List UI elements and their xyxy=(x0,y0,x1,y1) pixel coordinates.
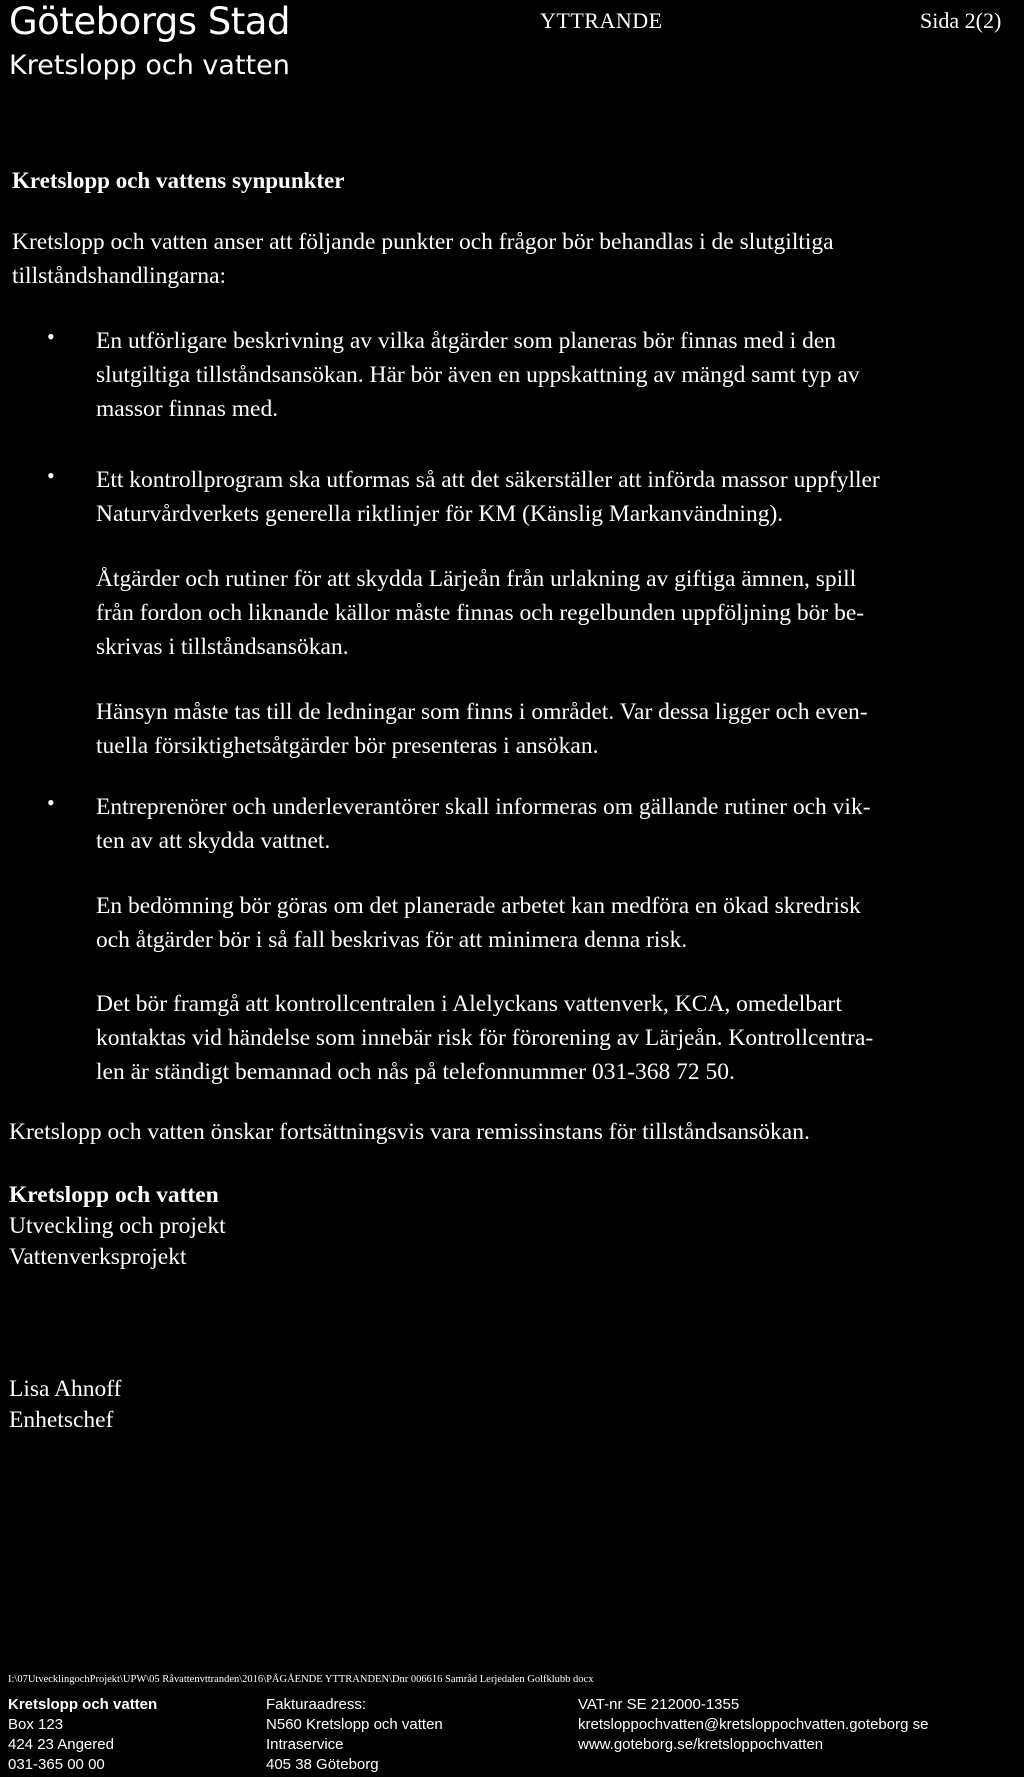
bullet-item-3-paragraph-2 xyxy=(96,889,861,957)
item-line: och åtgärder bör i så fall beskrivas för att minimera denna risk. xyxy=(96,927,688,953)
bullet-icon: • xyxy=(47,324,55,349)
bullet-icon: • xyxy=(47,790,55,815)
bullet-item-2-paragraph-2 xyxy=(96,562,864,664)
item-line: Åtgärder och rutiner för att skydda Lärjeån från urlakning av giftiga ämnen, spill xyxy=(96,566,857,592)
signer-name: Lisa Ahnoff xyxy=(9,1376,122,1402)
intro-line: Kretslopp och vatten anser att följande punkter och frågor bör behandlas i de slutgiltiga xyxy=(12,229,834,255)
organization-name: Göteborgs Stad xyxy=(9,0,290,43)
closing-line: Kretslopp och vatten önskar fortsättningsvis vara remissinstans för tillståndsansökan. xyxy=(9,1119,810,1145)
section-heading: Kretslopp och vattens synpunkter xyxy=(12,168,345,193)
item-line: En bedömning bör göras om det planerade arbetet kan medföra en ökad skredrisk xyxy=(96,893,861,919)
item-line: Ett kontrollprogram ska utformas så att det säkerställer att införda massor uppfyller xyxy=(96,467,880,493)
item-line: skrivas i tillståndsansökan. xyxy=(96,634,349,660)
footer-box: Box 123 xyxy=(8,1716,64,1733)
footer-invoice-line: N560 Kretslopp och vatten xyxy=(266,1716,443,1733)
item-line: En utförligare beskrivning av vilka åtgärder som planeras bör finnas med i den xyxy=(96,328,837,354)
bullet-item-1 xyxy=(96,324,860,426)
file-path: I:\07UtvecklingochProjekt\UPW\05 Råvattenvttranden\2016\PÅGÅENDE YTTRANDEN\Dnr 006616 Samråd Lerjedalen Golfklubb docx xyxy=(8,1674,594,1685)
item-line: Hänsyn måste tas till de ledningar som finns i området. Var dessa ligger och even- xyxy=(96,699,868,725)
footer-org: Kretslopp och vatten xyxy=(8,1696,158,1713)
item-line: massor finnas med. xyxy=(96,396,279,422)
signature-org: Kretslopp och vatten xyxy=(9,1182,219,1208)
item-line: slutgiltiga tillståndsansökan. Här bör även en uppskattning av mängd samt typ av xyxy=(96,362,860,388)
signature-subunit: Vattenverksprojekt xyxy=(9,1244,187,1270)
footer-contact xyxy=(8,1695,157,1775)
page-number: Sida 2(2) xyxy=(920,8,1002,33)
footer-web-link[interactable]: www.goteborg.se/kretsloppochvatten xyxy=(578,1736,824,1753)
footer-phone: 031-365 00 00 xyxy=(8,1756,105,1773)
item-line: Naturvårdverkets generella riktlinjer för KM (Känslig Markanvändning). xyxy=(96,501,784,527)
bullet-item-3-paragraph-3 xyxy=(96,987,873,1089)
footer-vat-web xyxy=(578,1695,928,1755)
closing-paragraph xyxy=(9,1115,810,1149)
bullet-item-2-paragraph-3 xyxy=(96,695,868,763)
item-line: Entreprenörer och underleverantörer skall informeras om gällande rutiner och vik- xyxy=(96,794,871,820)
footer-invoice-label: Fakturaadress: xyxy=(266,1696,367,1713)
signature-block xyxy=(9,1180,226,1273)
item-line: tuella försiktighetsåtgärder bör presenteras i ansökan. xyxy=(96,733,599,759)
bullet-item-2 xyxy=(96,463,880,531)
bullet-icon: • xyxy=(47,463,55,488)
intro-paragraph xyxy=(12,225,834,293)
footer-postal: 424 23 Angered xyxy=(8,1736,114,1753)
item-line: kontaktas vid händelse som innebär risk för förorening av Lärjeån. Kontrollcentra- xyxy=(96,1025,874,1051)
item-line: len är ständigt bemannad och nås på telefonnummer 031-368 72 50. xyxy=(96,1059,735,1085)
item-line: Det bör framgå att kontrollcentralen i Alelyckans vattenverk, KCA, omedelbart xyxy=(96,991,842,1017)
item-line: från fordon och liknande källor måste finnas och regelbunden uppföljning bör be- xyxy=(96,600,865,626)
signer-block xyxy=(9,1374,122,1436)
footer-invoice-line: Intraservice xyxy=(266,1736,344,1753)
department-name: Kretslopp och vatten xyxy=(9,50,290,81)
signature-unit: Utveckling och projekt xyxy=(9,1213,226,1239)
intro-line: tillståndshandlingarna: xyxy=(12,263,227,289)
item-line: ten av att skydda vattnet. xyxy=(96,828,331,854)
footer-invoice-address xyxy=(266,1695,443,1775)
footer-vat: VAT-nr SE 212000-1355 xyxy=(578,1696,740,1713)
bullet-item-3 xyxy=(96,790,871,858)
footer-invoice-line: 405 38 Göteborg xyxy=(266,1756,379,1773)
signer-title: Enhetschef xyxy=(9,1407,114,1433)
footer-email-link[interactable]: kretsloppochvatten@kretsloppochvatten.goteborg se xyxy=(578,1716,929,1733)
document-type: YTTRANDE xyxy=(540,8,663,33)
